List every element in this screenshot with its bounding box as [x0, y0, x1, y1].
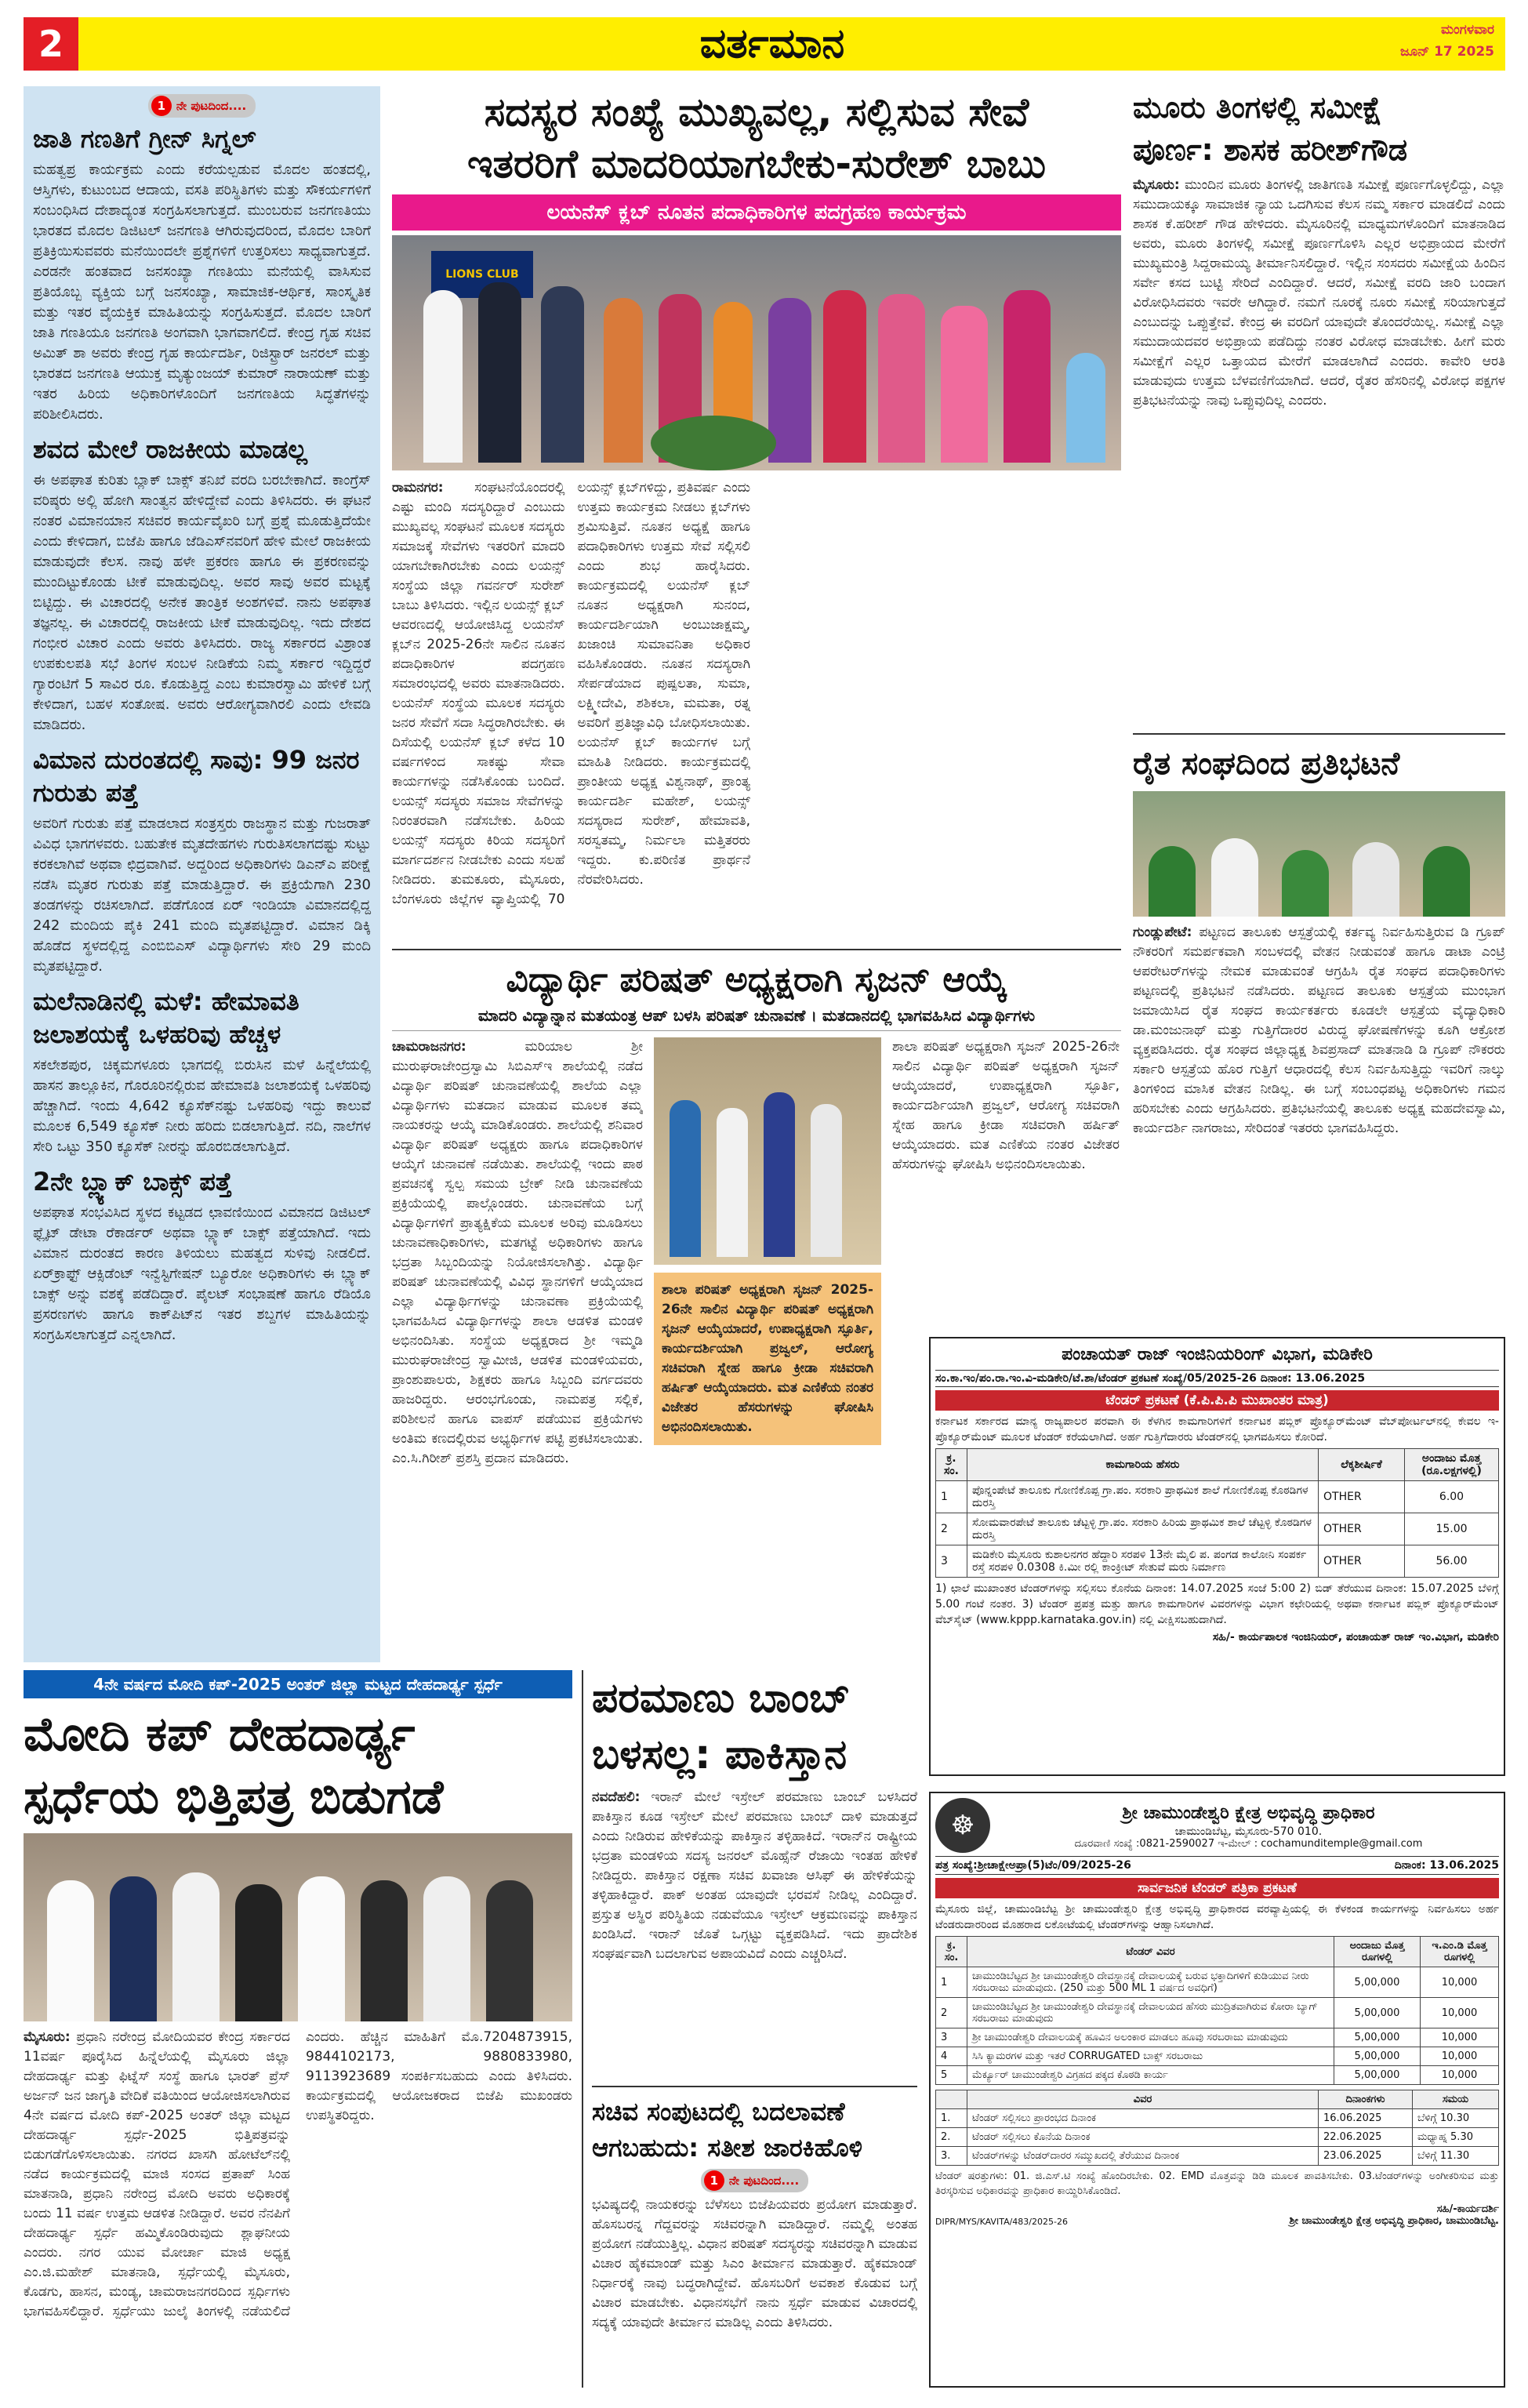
tender-notice-chamundeshwari — [929, 1792, 1505, 2388]
modi-headline-line2: ಸ್ಪರ್ಧೆಯ ಭಿತ್ತಿಪತ್ರ ಬಿಡುಗಡೆ — [24, 1770, 444, 1825]
tender2-intro: ಮೈಸೂರು ಜಿಲ್ಲೆ, ಚಾಮುಂಡಿಬೆಟ್ಟ ಶ್ರೀ ಚಾಮುಂಡೇಶ್ವರಿ ಕ್ಷೇತ್ರ ಅಭಿವೃದ್ಧಿ ಪ್ರಾಧಿಕಾರದ ವರವ್ಯಾಪ್ತಿಯಲ್ಲಿ ಈ ಕೆಳಕಂಡ ಕಾರ್ಯಗಳನ್ನು ನಿರ್ವಹಿಸಲು ಅರ್ಹ ಟೆಂಡರುದಾರರಿಂದ ಮೊಹರಾದ ಲಕೋಟೆಯಲ್ಲಿ ಟೆಂಡರ್‌ಗಳನ್ನು ಆಹ್ವಾನಿಸಲಾಗಿದೆ. — [935, 1903, 1499, 1931]
cabinet-story — [592, 2094, 917, 2388]
modi-cup-story — [24, 1670, 572, 2388]
lions-event-photo — [392, 235, 1121, 470]
cabinet-story-body: ಭವಿಷ್ಯದಲ್ಲಿ ನಾಯಕರನ್ನು ಬೆಳೆಸಲು ಬಿಜೆಪಿಯವರು ಪ್ರಯೋಗ ಮಾಡುತ್ತಾರೆ. ಹೊಸಬರನ್ನ ಗೆದ್ದವರನ್ನು ಸಚಿವರನ್ನಾಗಿ ಮಾಡಿದ್ದಾರೆ. ನಮ್ಮಲ್ಲಿ ಅಂತಹ ಪ್ರಯೋಗ ನಡೆಯುತ್ತಿಲ್ಲ. ವಿಧಾನ ಪರಿಷತ್ ಸದಸ್ಯರನ್ನು ಸಚಿವರನ್ನಾಗಿ ಮಾಡುವ ವಿಚಾರ ಹೈಕಮಾಂಡ್ ಮತ್ತು ಸಿಎಂ ತೀರ್ಮಾನ ಮಾಡುತ್ತಾರೆ. ಹೈಕಮಾಂಡ್ ನಿರ್ಧಾರಕ್ಕೆ ನಾವು ಬದ್ಧರಾಗಿದ್ದೇವೆ. ಹೊಸಬರಿಗೆ ಅವಕಾಶ ಕೊಡುವ ಬಗ್ಗೆ ವಿಚಾರ ಮಾಡಬೇಕು. ವಿಧಾನಸಭೆಗೆ ನಾನು ಸ್ಪರ್ಧೆ ಮಾಡುವ ವಿಚಾರದಲ್ಲಿ ಸದ್ಯಕ್ಕೆ ಯಾವುದೇ ತೀರ್ಮಾನ ಮಾಡಿಲ್ಲ ಎಂದು ತಿಳಿಸಿದರು. — [592, 2197, 917, 2330]
student-result-box: ಶಾಲಾ ಪರಿಷತ್ ಅಧ್ಯಕ್ಷರಾಗಿ ಸೃಜನ್ 2025-26ನೇ ಸಾಲಿನ ವಿದ್ಯಾರ್ಥಿ ಪರಿಷತ್ ಅಧ್ಯಕ್ಷರಾಗಿ ಸೃಜನ್ ಆಯ್ಕೆಯಾದರೆ, ಉಪಾಧ್ಯಕ್ಷರಾಗಿ ಸ್ಫೂರ್ತಿ, ಕಾರ್ಯದರ್ಶಿಯಾಗಿ ಪ್ರಜ್ವಲ್, ಆರೋಗ್ಯ ಸಚಿವರಾಗಿ ಸ್ನೇಹ ಹಾಗೂ ಕ್ರೀಡಾ ಸಚಿವರಾಗಿ ಹರ್ಷಿತ್ ಆಯ್ಕೆಯಾದರು. ಮತ ಎಣಿಕೆಯ ನಂತರ ವಿಜೇತರ ಹೆಸರುಗಳನ್ನು ಘೋಷಿಸಿ ಅಭಿನಂದಿಸಲಾಯಿತು. — [654, 1273, 881, 1445]
review-story — [1133, 86, 1505, 729]
left-news-column — [24, 86, 380, 1662]
tender2-row: 1 ಚಾಮುಂಡಿಬೆಟ್ಟದ ಶ್ರೀ ಚಾಮುಂಡೇಶ್ವರಿ ದೇವಸ್ಥಾನಕ್ಕೆ ದೇವಾಲಯಕ್ಕೆ ಬರುವ ಭಕ್ತಾದಿಗಳಿಗೆ ಕುಡಿಯುವ ನೀರು ಸರಬರಾಜು ಮಾಡುವುದು. (250 ಮತ್ತು 500 ML 1 ವರ್ಷದ ಅವಧಿಗೆ) 5,00,000 10,000 — [936, 1967, 1499, 1998]
tender2-table: ಕ್ರ. ಸಂ. ಟೆಂಡರ್ ವಿವರ ಅಂದಾಜು ಮೊತ್ತ ರೂಗಳಲ್ಲಿ ಇ.ಎಂ.ಡಿ ಮೊತ್ತ ರೂಗಳಲ್ಲಿ 1 ಚಾಮುಂಡಿಬೆಟ್ಟದ ಶ್ರೀ ಚಾಮುಂಡೇಶ್ವರಿ ದೇವಸ್ಥಾನಕ್ಕೆ ದೇವಾಲಯಕ್ಕೆ ಬರುವ ಭಕ್ತಾದಿಗಳಿಗೆ ಕುಡಿಯುವ ನೀರು ಸರಬರಾಜು ಮಾಡುವುದು. (250 ಮತ್ತು 500 ML 1 ವರ್ಷದ ಅವಧಿಗೆ) 5,00,000 10,000 2 ಚಾಮುಂಡಿಬೆಟ್ಟದ ಶ್ರೀ ಚಾಮುಂಡೇಶ್ವರಿ ದೇವಸ್ಥಾನಕ್ಕೆ ದೇವಾಲಯದ ಹೆಸರು ಮುದ್ರಿತವಾಗಿರುವ ಕೋರಾ ಬ್ಯಾಗ್ ಸರಬರಾಜು ಮಾಡುವುದು 5,00,000 10,000 3 ಶ್ರೀ ಚಾಮುಂಡೇಶ್ವರಿ ದೇವಾಲಯಕ್ಕೆ ಹೂವಿನ ಅಲಂಕಾರ ಮಾಡಲು ಹೂವು ಸರಬರಾಜು ಮಾಡುವುದು 5,00,000 10,000 4 ಸಿಸಿ ಕ್ಯಾಮರಗಳ ಮತ್ತು ಇತರೆ CORRUGATED ಬಾಕ್ಸ್ ಸರಬರಾಜು 5,00,000 10,000 5 ಮೆರ್ಕ್ಯೂರ್ ಚಾಮುಂಡೇಶ್ವರಿ ವಿಗ್ರಹದ ಪಕ್ಕದ ಕೊಠಡಿ ಕಾರ್ಯ 5,00,000 10,000 — [935, 1936, 1499, 2085]
tender2-ref: ಪತ್ರ ಸಂಖ್ಯೆ:ಶ್ರೀಚಾಕ್ಷೇಅಪ್ರಾ(5)ಟೆಂ/09/2025-26 — [935, 1859, 1131, 1872]
day-label: ಮಂಗಳವಾರ — [1440, 22, 1494, 38]
student-story-body-left: ಚಾಮರಾಜನಗರ: ಮರಿಯಾಲ ಶ್ರೀ ಮುರುಘರಾಜೇಂದ್ರಸ್ವಾಮಿ ಸಿಬಿಎಸ್ಇ ಶಾಲೆಯಲ್ಲಿ ನಡೆದ ವಿದ್ಯಾರ್ಥಿ ಪರಿಷತ್ ಚುನಾವಣೆಯಲ್ಲಿ ಶಾಲೆಯ ಎಲ್ಲಾ ವಿದ್ಯಾರ್ಥಿಗಳು ಮತದಾನ ಮಾಡುವ ಮೂಲಕ ತಮ್ಮ ನಾಯಕರನ್ನು ಆಯ್ಕೆ ಮಾಡಿಕೊಂಡರು. ಶಾಲೆಯಲ್ಲಿ ಶನಿವಾರ ವಿದ್ಯಾರ್ಥಿ ಪರಿಷತ್ ಅಧ್ಯಕ್ಷರು ಹಾಗೂ ಪದಾಧಿಕಾರಿಗಳ ಆಯ್ಕೆಗೆ ಚುನಾವಣೆ ನಡೆಯಿತು. ಶಾಲೆಯಲ್ಲಿ ಇಂದು ಪಾಠ ಪ್ರವಚನಕ್ಕೆ ಸ್ವಲ್ಪ ಸಮಯ ಬ್ರೇಕ್ ನೀಡಿ ಚುನಾವಣೆಯ ಪ್ರಕ್ರಿಯೆಯಲ್ಲಿ ಪಾಲ್ಗೊಂಡರು. ಚುನಾವಣೆಯ ಬಗ್ಗೆ ವಿದ್ಯಾರ್ಥಿಗಳಿಗೆ ಪ್ರಾತ್ಯಕ್ಷಿಕೆಯ ಮೂಲಕ ಅರಿವು ಮೂಡಿಸಲು ಚುನಾವಣಾಧಿಕಾರಿಗಳು, ಮತಗಟ್ಟೆ ಅಧಿಕಾರಿಗಳು ಹಾಗೂ ಭದ್ರತಾ ಸಿಬ್ಬಂದಿಯನ್ನು ನಿಯೋಜಿಸಲಾಗಿತ್ತು. ವಿದ್ಯಾರ್ಥಿ ಪರಿಷತ್ ಚುನಾವಣೆಯಲ್ಲಿ ವಿವಿಧ ಸ್ಥಾನಗಳಿಗೆ ಆಯ್ಕೆಯಾದ ಎಲ್ಲಾ ವಿದ್ಯಾರ್ಥಿಗಳನ್ನು ಚುನಾವಣಾ ಪ್ರಕ್ರಿಯೆಯಲ್ಲಿ ಭಾಗವಹಿಸಿದ ವಿದ್ಯಾರ್ಥಿಗಳನ್ನು ಶಾಲಾ ಆಡಳಿತ ಮಂಡಳಿ ಅಭಿನಂದಿಸಿತು. ಸಂಸ್ಥೆಯ ಅಧ್ಯಕ್ಷರಾದ ಶ್ರೀ ಇಮ್ಮಡಿ ಮುರುಘರಾಜೇಂದ್ರ ಸ್ವಾಮೀಜಿ, ಆಡಳಿತ ಮಂಡಳಿಯವರು, ಪ್ರಾಂಶುಪಾಲರು, ಶಿಕ್ಷಕರು ಹಾಗೂ ಸಿಬ್ಬಂದಿ ವರ್ಗದವರು ಹಾಜರಿದ್ದರು. ಆರಂಭಗೊಂಡು, ನಾಮಪತ್ರ ಸಲ್ಲಿಕೆ, ಪರಿಶೀಲನೆ ಹಾಗೂ ವಾಪಸ್ ಪಡೆಯುವ ಪ್ರಕ್ರಿಯೆಗಳು ಅಂತಿಮ ಕಣದಲ್ಲಿರುವ ಅಭ್ಯರ್ಥಿಗಳ ಪಟ್ಟಿ ಪ್ರಕಟಿಸಲಾಯಿತು. ಎಂ.ಸಿ.ಗಿರೀಶ್ ಪ್ರಶಸ್ತಿ ಪ್ರದಾನ ಮಾಡಿದರು. — [392, 1039, 643, 1466]
review-headline-line1: ಮೂರು ತಿಂಗಳಲ್ಲಿ ಸಮೀಕ್ಷೆ — [1133, 90, 1382, 125]
tender2-schedule: ವಿವರ ದಿನಾಂಕಗಳು ಸಮಯ 1. ಟೆಂಡರ್ ಸಲ್ಲಿಸಲು ಪ್ರಾರಂಭದ ದಿನಾಂಕ 16.06.2025 ಬೆಳಿಗ್ಗೆ 10.30 2. ಟೆಂಡರ್ ಸಲ್ಲಿಸಲು ಕೊನೆಯ ದಿನಾಂಕ 22.06.2025 ಮಧ್ಯಾಹ್ನ 5.30 3. ಟೆಂಡರ್‌ಗಳನ್ನು ಟೆಂಡರ್‌ದಾರರ ಸಮ್ಮುಖದಲ್ಲಿ ತೆರೆಯುವ ದಿನಾಂಕ 23.06.2025 ಬೆಳಿಗ್ಗೆ 11.30 — [935, 2090, 1499, 2166]
tender1-intro: ಕರ್ನಾಟಕ ಸರ್ಕಾರದ ಮಾನ್ಯ ರಾಜ್ಯಪಾಲರ ಪರವಾಗಿ ಈ ಕೆಳಗಿನ ಕಾಮಗಾರಿಗಳಿಗೆ ಕರ್ನಾಟಕ ಪಬ್ಲಿಕ್ ಪ್ರೊಕ್ಯೂರ್‌ಮೆಂಟ್ ವೆಬ್‌ಪೋರ್ಟಲ್‌ನಲ್ಲಿ ಕೇವಲ ಇ-ಪ್ರೊಕ್ಯೂರ್‌ಮೆಂಟ್ ಮೂಲಕ ಟೆಂಡರ್ ಕರೆಯಲಾಗಿದೆ. ಅರ್ಹ ಗುತ್ತಿಗೆದಾರರು ಟೆಂಡರ್‌ನಲ್ಲಿ ಭಾಗವಹಿಸಲು ಕೋರಿದೆ. — [935, 1415, 1499, 1444]
cabinet-headline-line1: ಸಚಿವ ಸಂಪುಟದಲ್ಲಿ ಬದಲಾವಣೆ — [592, 2097, 845, 2127]
review-story-body: ಮೈಸೂರು: ಮುಂದಿನ ಮೂರು ತಿಂಗಳಲ್ಲಿ ಜಾತಿಗಣತಿ ಸಮೀಕ್ಷೆ ಪೂರ್ಣಗೊಳ್ಳಲಿದ್ದು, ಎಲ್ಲಾ ಸಮುದಾಯಕ್ಕೂ ಸಾಮಾಜಿಕ ನ್ಯಾಯ ಒದಗಿಸುವ ಕೆಲಸ ನಮ್ಮ ಸರ್ಕಾರ ಮಾಡಲಿದೆ ಎಂದು ಶಾಸಕ ಕೆ.ಹರೀಶ್ ಗೌಡ ಹೇಳಿದರು. ಮೈಸೂರಿನಲ್ಲಿ ಮಾಧ್ಯಮಗಳೊಂದಿಗೆ ಮಾತನಾಡಿದ ಅವರು, ಮೂರು ತಿಂಗಳಲ್ಲಿ ಸಮೀಕ್ಷೆ ಪೂರ್ಣಗೊಳಿಸಿ ಎಲ್ಲರ ಅಭಿಪ್ರಾಯದ ಮೇರೆಗೆ ಮುಖ್ಯಮಂತ್ರಿ ಸಿದ್ದರಾಮಯ್ಯ ತೀರ್ಮಾನಿಸಲಿದ್ದಾರೆ. ಇಲ್ಲಿನ ಸಂಸದರು ಸಮೀಕ್ಷೆಯ ಹಿಂದಿನ ಸರ್ವೇ ಕಸದ ಬುಟ್ಟಿ ಸೇರಿದೆ ಎಂದಿದ್ದಾರೆ. ಆದರೆ, ಸಮೀಕ್ಷೆ ವರದಿ ಜಾರಿ ಬಂದಾಗ ವಿರೋಧಿಸಿದವರು ಇವರೇ ಆಗಿದ್ದಾರೆ. ನಮಗೆ ನೂರಕ್ಕೆ ನೂರು ಸಮೀಕ್ಷೆ ಸರಿಯಾಗುತ್ತದೆ ಎಂಬುದನ್ನು ಒಪ್ಪುತ್ತೇವೆ. ಕೇಂದ್ರ ಈ ವರದಿಗೆ ಯಾವುದೇ ತೊಂದರೆಯಿಲ್ಲ. ಸಮೀಕ್ಷೆ ಎಲ್ಲಾ ಸಮುದಾಯದವರ ಅಭಿಪ್ರಾಯ ಪಡೆದಿದ್ದು ನಂತರ ವಿರೋಧ ಮಾಡಬೇಕು. ಹೀಗೆ ಮರು ಸಮೀಕ್ಷೆಗೆ ಎಲ್ಲರ ಒತ್ತಾಯದ ಮೇರೆಗೆ ಮಾಡಲಾಗಿದೆ ಎಂದರು. ಕಾವೇರಿ ಆರತಿ ಮಾಡುವುದು ಉತ್ತಮ ಬೆಳವಣಿಗೆಯಾಗಿದೆ. ಆದರೆ, ರೈತರ ಹೆಸರಿನಲ್ಲಿ ವಿರೋಧ ಪಕ್ಷಗಳ ಪ್ರತಿಭಟನೆಯನ್ನು ನಾವು ಒಪ್ಪುವುದಿಲ್ಲ ಎಂದರು. — [1133, 177, 1505, 409]
lions-story-body: ರಾಮನಗರ: ಸಂಘಟನೆಯೊಂದರಲ್ಲಿ ಎಷ್ಟು ಮಂದಿ ಸದಸ್ಯರಿದ್ದಾರೆ ಎಂಬುದು ಮುಖ್ಯವಲ್ಲ ಸಂಘಟನೆ ಮೂಲಕ ಸದಸ್ಯರು ಸಮಾಜಕ್ಕೆ ಸೇವೆಗಳು ಇತರರಿಗೆ ಮಾದರಿ ಯಾಗಬೇಕಾಗಿರಬೇಕು ಎಂದು ಲಯನ್ಸ್ ಸಂಸ್ಥೆಯ ಜಿಲ್ಲಾ ಗವರ್ನರ್ ಸುರೇಶ್ ಬಾಬು ತಿಳಿಸಿದರು. ಇಲ್ಲಿನ ಲಯನ್ಸ್ ಕ್ಲಬ್ ಆವರಣದಲ್ಲಿ ಆಯೋಜಿಸಿದ್ದ ಲಯನೆಸ್ ಕ್ಲಬ್‌ನ 2025-26ನೇ ಸಾಲಿನ ನೂತನ ಪದಾಧಿಕಾರಿಗಳ ಪದಗ್ರಹಣ ಸಮಾರಂಭದಲ್ಲಿ ಅವರು ಮಾತನಾಡಿದರು. ಲಯನೆಸ್ ಸಂಸ್ಥೆಯ ಮೂಲಕ ಸದಸ್ಯರು ಜನರ ಸೇವೆಗೆ ಸದಾ ಸಿದ್ಧರಾಗಿರಬೇಕು. ಈ ದಿಸೆಯಲ್ಲಿ ಲಯನೆಸ್ ಕ್ಲಬ್ ಕಳೆದ 10 ವರ್ಷಗಳಿಂದ ಸಾಕಷ್ಟು ಸೇವಾ ಕಾರ್ಯಗಳನ್ನು ನಡೆಸಿಕೊಂಡು ಬಂದಿದೆ. ಲಯನ್ಸ್ ಸದಸ್ಯರು ಸಮಾಜ ಸೇವೆಗಳನ್ನು ನಿರಂತರವಾಗಿ ನಡೆಸಬೇಕು. ಹಿರಿಯ ಲಯನ್ಸ್ ಸದಸ್ಯರು ಕಿರಿಯ ಸದಸ್ಯರಿಗೆ ಮಾರ್ಗದರ್ಶನ ನೀಡಬೇಕು ಎಂದು ಸಲಹೆ ನೀಡಿದರು. ತುಮಕೂರು, ಮೈಸೂರು, ಬೆಂಗಳೂರು ಜಿಲ್ಲೆಗಳ ವ್ಯಾಪ್ತಿಯಲ್ಲಿ 70 ಲಯನ್ಸ್ ಕ್ಲಬ್‌ಗಳಿದ್ದು, ಪ್ರತಿವರ್ಷ ಎಂದು ಉತ್ತಮ ಕಾರ್ಯಕ್ರಮ ನೀಡಲು ಕ್ಲಬ್‌ಗಳು ಶ್ರಮಿಸುತ್ತಿವೆ. ನೂತನ ಅಧ್ಯಕ್ಷೆ ಹಾಗೂ ಪದಾಧಿಕಾರಿಗಳು ಉತ್ತಮ ಸೇವೆ ಸಲ್ಲಿಸಲಿ ಎಂದು ಶುಭ ಹಾರೈಸಿದರು. ಕಾರ್ಯಕ್ರಮದಲ್ಲಿ ಲಯನೆಸ್ ಕ್ಲಬ್ ನೂತನ ಅಧ್ಯಕ್ಷರಾಗಿ ಸುನಂದ, ಕಾರ್ಯದರ್ಶಿಯಾಗಿ ಅಂಬುಜಾಕ್ಷಮ್ಮ, ಖಜಾಂಚಿ ಸುಮಾವನಿತಾ ಅಧಿಕಾರ ವಹಿಸಿಕೊಂಡರು. ನೂತನ ಸದಸ್ಯರಾಗಿ ಸೇರ್ಪಡೆಯಾದ ಪುಷ್ಪಲತಾ, ಸುಮಾ, ಲಕ್ಷ್ಮೀದೇವಿ, ಶಶಿಕಲಾ, ಮಮತಾ, ರತ್ನ ಅವರಿಗೆ ಪ್ರತಿಜ್ಞಾವಿಧಿ ಬೋಧಿಸಲಾಯಿತು. ಲಯನೆಸ್ ಕ್ಲಬ್ ಕಾರ್ಯಗಳ ಬಗ್ಗೆ ಮಾಹಿತಿ ನೀಡಿದರು. ಕಾರ್ಯಕ್ರಮದಲ್ಲಿ ಪ್ರಾಂತೀಯ ಅಧ್ಯಕ್ಷ ವಿಶ್ವನಾಥ್, ಪ್ರಾಂತ್ಯ ಕಾರ್ಯದರ್ಶಿ ಮಹೇಶ್, ಲಯನ್ಸ್ ಸದಸ್ಯರಾದ ಸುರೇಶ್, ಹೇಮಾವತಿ, ಸರಸ್ವತಮ್ಮ, ನಿರ್ಮಲಾ ಮತ್ತಿತರರು ಇದ್ದರು. ಕು.ಪರಿಣಿತ ಪ್ರಾರ್ಥನೆ ನೆರವೇರಿಸಿದರು. — [392, 480, 750, 907]
modi-story-body: ಮೈಸೂರು: ಪ್ರಧಾನಿ ನರೇಂದ್ರ ಮೋದಿಯವರ ಕೇಂದ್ರ ಸರ್ಕಾರದ 11ವರ್ಷ ಪೂರೈಸಿದ ಹಿನ್ನೆಲೆಯಲ್ಲಿ ಮೈಸೂರು ಜಿಲ್ಲಾ ದೇಹದಾರ್ಢ್ಯ ಮತ್ತು ಫಿಟ್ನೆಸ್ ಸಂಸ್ಥೆ ಹಾಗೂ ಭಾರತ್ ಪ್ರೆಸ್ ಅರ್ಜನ್ ಜನ ಜಾಗೃತಿ ವೇದಿಕೆ ವತಿಯಿಂದ ಆಯೋಜಿಸಲಾಗಿರುವ 4ನೇ ವರ್ಷದ ಮೋದಿ ಕಪ್-2025 ಅಂತರ್ ಜಿಲ್ಲಾ ಮಟ್ಟದ ದೇಹದಾರ್ಢ್ಯ ಸ್ಪರ್ಧೆ-2025 ಭಿತ್ತಿಪತ್ರವನ್ನು ಬಿಡುಗಡೆಗೊಳಿಸಲಾಯಿತು. ನಗರದ ಖಾಸಗಿ ಹೋಟೆಲ್‌ನಲ್ಲಿ ನಡೆದ ಕಾರ್ಯಕ್ರಮದಲ್ಲಿ ಮಾಜಿ ಸಂಸದ ಪ್ರತಾಪ್ ಸಿಂಹ ಮಾತನಾಡಿ, ಪ್ರಧಾನಿ ನರೇಂದ್ರ ಮೋದಿ ಅವರು ಅಧಿಕಾರಕ್ಕೆ ಬಂದು 11 ವರ್ಷ ಉತ್ತಮ ಆಡಳಿತ ನೀಡಿದ್ದಾರೆ. ಅವರ ನೆನಪಿಗೆ ದೇಹದಾರ್ಢ್ಯ ಸ್ಪರ್ಧೆ ಹಮ್ಮಿಕೊಂಡಿರುವುದು ಶ್ಲಾಘನೀಯ ಎಂದರು. ನಗರ ಯುವ ಮೋರ್ಚಾ ಮಾಜಿ ಅಧ್ಯಕ್ಷ ಎಂ.ಜಿ.ಮಹೇಶ್ ಮಾತನಾಡಿ, ಸ್ಪರ್ಧೆಯಲ್ಲಿ ಮೈಸೂರು, ಕೊಡಗು, ಹಾಸನ, ಮಂಡ್ಯ, ಚಾಮರಾಜನಗರದಿಂದ ಸ್ಪರ್ಧಿಗಳು ಭಾಗವಹಿಸಲಿದ್ದಾರೆ. ಸ್ಪರ್ಧೆಯು ಜುಲೈ ತಿಂಗಳಲ್ಲಿ ನಡೆಯಲಿದೆ ಎಂದರು. ಹೆಚ್ಚಿನ ಮಾಹಿತಿಗೆ ಮೊ.7204873915, 9844102173, 9880833980, 9113923689 ಸಂಪರ್ಕಿಸಬಹುದು ಎಂದು ತಿಳಿಸಿದರು. ಕಾರ್ಯಕ್ರಮದಲ್ಲಿ ಆಯೋಜಕರಾದ ಬಿಜೆಪಿ ಮುಖಂಡರು ಉಪಸ್ಥಿತರಿದ್ದರು. — [24, 2029, 572, 2319]
tender2-code: DIPR/MYS/KAVITA/483/2025-26 — [935, 2217, 1068, 2227]
farmers-story-body: ಗುಂಡ್ಲುಪೇಟೆ: ಪಟ್ಟಣದ ತಾಲೂಕು ಆಸ್ಪತ್ರೆಯಲ್ಲಿ ಕರ್ತವ್ಯ ನಿರ್ವಹಿಸುತ್ತಿರುವ ಡಿ ಗ್ರೂಪ್ ನೌಕರರಿಗೆ ಸಮರ್ಪಕವಾಗಿ ಸಂಬಳದಲ್ಲಿ ವೇತನ ನೀಡುವಂತೆ ಹಾಗೂ ಡಾಟಾ ಎಂಟ್ರಿ ಆಪರೇಟರ್‌ಗಳನ್ನು ನೇಮಕ ಮಾಡುವಂತೆ ಆಗ್ರಹಿಸಿ ರೈತ ಸಂಘದ ಪದಾಧಿಕಾರಿಗಳು ಪಟ್ಟಣದಲ್ಲಿ ಪ್ರತಿಭಟನೆ ನಡೆಸಿದರು. ಪಟ್ಟಣದ ತಾಲೂಕು ಆಸ್ಪತ್ರೆಯ ಮುಂಭಾಗ ಜಮಾಯಿಸಿದ ರೈತ ಸಂಘದ ಕಾರ್ಯಕರ್ತರು ಕೂಡಲೇ ಆಸ್ಪತ್ರೆಯ ವೈದ್ಯಾಧಿಕಾರಿ ಡಾ.ಮಂಜುನಾಥ್ ಮತ್ತು ಗುತ್ತಿಗೆದಾರರ ವಿರುದ್ಧ ಘೋಷಣೆಗಳನ್ನು ಕೂಗಿ ಆಕ್ರೋಶ ವ್ಯಕ್ತಪಡಿಸಿದರು. ರೈತ ಸಂಘದ ಜಿಲ್ಲಾಧ್ಯಕ್ಷ ಶಿವಪ್ರಸಾದ್ ಮಾತನಾಡಿ ಡಿ ಗ್ರೂಪ್ ನೌಕರರು ಸರ್ಕಾರಿ ಆಸ್ಪತ್ರೆಯ ಹೊರ ಗುತ್ತಿಗೆ ಆಧಾರದಲ್ಲಿ ಕೆಲಸ ನಿರ್ವಹಿಸುತ್ತಿದ್ದು ಇವರಿಗೆ ನಾಲ್ಕು ತಿಂಗಳಿಂದ ಮಾಸಿಕ ವೇತನ ನೀಡಿಲ್ಲ. ಈ ಬಗ್ಗೆ ಸಂಬಂಧಪಟ್ಟ ಅಧಿಕಾರಿಗಳು ಗಮನ ಹರಿಸಬೇಕು ಎಂದು ಆಗ್ರಹಿಸಿದರು. ಪ್ರತಿಭಟನೆಯಲ್ಲಿ ತಾಲೂಕು ಅಧ್ಯಕ್ಷ ಮಹದೇವಸ್ವಾಮಿ, ಕಾರ್ಯದರ್ಶಿ ನಾಗರಾಜು, ಸೇರಿದಂತೆ ಇತರರು ಭಾಗವಹಿಸಿದ್ದರು. — [1133, 924, 1505, 1136]
headline-rain: ಮಲೆನಾಡಿನಲ್ಲಿ ಮಳೆ: ಹೇಮಾವತಿ ಜಲಾಶಯಕ್ಕೆ ಒಳಹರಿವು ಹೆಚ್ಚಳ — [33, 986, 299, 1049]
pak-story-body: ನವದೆಹಲಿ: ಇರಾನ್ ಮೇಲೆ ಇಸ್ರೇಲ್ ಪರಮಾಣು ಬಾಂಬ್ ಬಳಸಿದರೆ ಪಾಕಿಸ್ತಾನ ಕೂಡ ಇಸ್ರೇಲ್ ಮೇಲೆ ಪರಮಾಣು ಬಾಂಬ್ ದಾಳಿ ಮಾಡುತ್ತದೆ ಎಂದು ನೀಡಿರುವ ಹೇಳಿಕೆಯನ್ನು ಪಾಕಿಸ್ತಾನ ತಳ್ಳಿಹಾಕಿದೆ. ಇರಾನ್‌ನ ರಾಷ್ಟ್ರೀಯ ಭದ್ರತಾ ಮಂಡಳಿಯ ಸದಸ್ಯ ಜನರಲ್ ಮೊಹ್ಸೆನ್ ರೆಜಾಯಿ ಇಂತಹ ಹೇಳಿಕೆ ನೀಡಿದ್ದರು. ಪಾಕಿಸ್ತಾನ ರಕ್ಷಣಾ ಸಚಿವ ಖವಾಜಾ ಆಸಿಫ್ ಈ ಹೇಳಿಕೆಯನ್ನು ತಳ್ಳಿಹಾಕಿದ್ದಾರೆ. ಪಾಕ್ ಅಂತಹ ಯಾವುದೇ ಭರವಸೆ ನೀಡಿಲ್ಲ ಎಂದಿದ್ದಾರೆ. ಪ್ರಸ್ತುತ ಅಸ್ಥಿರ ಪರಿಸ್ಥಿತಿಯ ನಡುವೆಯೂ ಇಸ್ರೇಲ್ ಆಕ್ರಮಣವನ್ನು ಪಾಕಿಸ್ತಾನ ಖಂಡಿಸಿದೆ. ಇರಾನ್ ಜೊತೆ ಒಗ್ಗಟ್ಟು ವ್ಯಕ್ತಪಡಿಸಿದೆ. ಇದು ಪ್ರಾದೇಶಿಕ ಸಂಘರ್ಷವಾಗಿ ಬದಲಾಗುವ ಅಪಾಯವಿದೆ ಎಂದು ಎಚ್ಚರಿಸಿದೆ. — [592, 1789, 917, 1962]
tender2-row: 2 ಚಾಮುಂಡಿಬೆಟ್ಟದ ಶ್ರೀ ಚಾಮುಂಡೇಶ್ವರಿ ದೇವಸ್ಥಾನಕ್ಕೆ ದೇವಾಲಯದ ಹೆಸರು ಮುದ್ರಿತವಾಗಿರುವ ಕೋರಾ ಬ್ಯಾಗ್ ಸರಬರಾಜು ಮಾಡುವುದು 5,00,000 10,000 — [936, 1998, 1499, 2028]
review-headline-line2: ಪೂರ್ಣ: ಶಾಸಕ ಹರೀಶ್‌ಗೌಡ — [1133, 133, 1408, 167]
headline-politics: ಶವದ ಮೇಲೆ ರಾಜಕೀಯ ಮಾಡಲ್ಲ — [33, 434, 307, 464]
tender1-table: ಕ್ರ. ಸಂ. ಕಾಮಗಾರಿಯ ಹೆಸರು ಲೆಕ್ಕಶೀರ್ಷಿಕೆ ಅಂದಾಜು ಮೊತ್ತ (ರೂ.ಲಕ್ಷಗಳಲ್ಲಿ) 1 ಪೊನ್ನಂಪೇಟೆ ತಾಲೂಕು ಗೋಣಿಕೊಪ್ಪ ಗ್ರಾ.ಪಂ. ಸರಕಾರಿ ಪ್ರಾಥಮಿಕ ಶಾಲೆ ಗೋಣಿಕೊಪ್ಪ ಕೊಠಡಿಗಳ ದುರಸ್ತಿ OTHER 6.00 2 ಸೋಮವಾರಪೇಟೆ ತಾಲೂಕು ಚೆಟ್ಟಳ್ಳಿ ಗ್ರಾ.ಪಂ. ಸರಕಾರಿ ಹಿರಿಯ ಪ್ರಾಥಮಿಕ ಶಾಲೆ ಚೆಟ್ಟಳ್ಳಿ ಕೊಠಡಿಗಳ ದುರಸ್ತಿ OTHER 15.00 3 ಮಡಿಕೇರಿ ಮೈಸೂರು ಕುಶಾಲನಗರ ಹೆದ್ದಾರಿ ಸರಪಳಿ 13ನೇ ಮೈಲಿ ಪ. ಪಂಗಡ ಕಾಲೋನಿ ಸಂಪರ್ಕ ರಸ್ತೆ ಸರಪಳಿ 0.0308 ಕಿ.ಮೀ ರಲ್ಲಿ ಕಾಂಕ್ರೀಟ್ ಸೇತುವೆ ಮರು ನಿರ್ಮಾಣ OTHER 56.00 — [935, 1448, 1499, 1578]
story-rain: ಸಕಲೇಶಪುರ, ಚಿಕ್ಕಮಗಳೂರು ಭಾಗದಲ್ಲಿ ಬಿರುಸಿನ ಮಳೆ ಹಿನ್ನೆಲೆಯಲ್ಲಿ ಹಾಸನ ತಾಲ್ಲೂಕಿನ, ಗೊರೂರಿನಲ್ಲಿರುವ ಹೇಮಾವತಿ ಜಲಾಶಯಕ್ಕೆ ಒಳಹರಿವು ಹೆಚ್ಚಾಗಿದೆ. ಇಂದು 4,642 ಕ್ಯೂಸೆಕ್‌ನಷ್ಟು ಒಳಹರಿವು ಇದ್ದು ಕಾಲುವೆ ಮೂಲಕ 6,549 ಕ್ಯೂಸೆಕ್ ನೀರು ಹರಿದು ಬಿಡಲಾಗುತ್ತಿದೆ. ನದಿ, ನಾಲೆಗಳ ಸೇರಿ ಒಟ್ಟು 350 ಕ್ಯೂಸೆಕ್ ನೀರನ್ನು ಹೊರಬಿಡಲಾಗುತ್ತಿದೆ. — [33, 1057, 371, 1155]
tender1-band: ಟೆಂಡರ್ ಪ್ರಕಟಣೆ (ಕೆ.ಪಿ.ಪಿ.ಪಿ ಮುಖಾಂತರ ಮಾತ್ರ) — [935, 1390, 1499, 1411]
farmers-protest-photo — [1133, 791, 1505, 917]
tender2-row: 5 ಮೆರ್ಕ್ಯೂರ್ ಚಾಮುಂಡೇಶ್ವರಿ ವಿಗ್ರಹದ ಪಕ್ಕದ ಕೊಠಡಿ ಕಾರ್ಯ 5,00,000 10,000 — [936, 2066, 1499, 2085]
tender2-band: ಸಾರ್ವಜನಿಕ ಟೆಂಡರ್ ಪತ್ರಿಕಾ ಪ್ರಕಟಣೆ — [935, 1878, 1499, 1898]
modi-poster-release-photo — [24, 1833, 572, 2021]
tender2-signature: ಶ್ರೀ ಚಾಮುಂಡೇಶ್ವರಿ ಕ್ಷೇತ್ರ ಅಭಿವೃದ್ಧಿ ಪ್ರಾಧಿಕಾರ, ಚಾಮುಂಡಿಬೆಟ್ಟ. — [1289, 2215, 1499, 2227]
pak-headline-line1: ಪರಮಾಣು ಬಾಂಬ್ — [592, 1675, 851, 1722]
date-label: ಜೂನ್ 17 2025 — [1399, 44, 1494, 60]
tender1-signature: ಸಹಿ/- ಕಾರ್ಯಪಾಲಕ ಇಂಜಿನಿಯರ್, ಪಂಚಾಯತ್ ರಾಜ್ ಇಂ.ವಿಭಾಗ, ಮಡಿಕೇರಿ — [1212, 1631, 1499, 1643]
farmers-headline: ರೈತ ಸಂಘದಿಂದ ಪ್ರತಿಭಟನೆ — [1133, 746, 1400, 782]
continued-tag: 1 ನೇ ಪುಟದಿಂದ.... — [148, 94, 256, 118]
page-number: 2 — [24, 17, 78, 71]
lions-story — [392, 86, 1121, 941]
headline-caste-census: ಜಾತಿ ಗಣತಿಗೆ ಗ್ರೀನ್ ಸಿಗ್ನಲ್ — [33, 124, 256, 154]
modi-kicker: 4ನೇ ವರ್ಷದ ಮೋದಿ ಕಪ್-2025 ಅಂತರ್ ಜಿಲ್ಲಾ ಮಟ್ಟದ ದೇಹದಾರ್ಢ್ಯ ಸ್ಪರ್ಧೆ — [24, 1670, 572, 1698]
lions-banner-graphic: LIONS CLUB — [431, 251, 533, 298]
pakistan-story — [592, 1670, 917, 2078]
page-header — [24, 17, 1505, 71]
student-subhead: ಮಾದರಿ ವಿದ್ಯಾನ್ನಾನ ಮತಯಂತ್ರ ಆಪ್ ಬಳಸಿ ಪರಿಷತ್ ಚುನಾವಣೆ । ಮತದಾನದಲ್ಲಿ ಭಾಗವಹಿಸಿದ ವಿದ್ಯಾರ್ಥಿಗಳು — [392, 1004, 1121, 1031]
tender1-footer: 1) ಛಾಲೆ ಮುಖಾಂತರ ಟೆಂಡರ್‌ಗಳನ್ನು ಸಲ್ಲಿಸಲು ಕೊನೆಯ ದಿನಾಂಕ: 14.07.2025 ಸಂಜೆ 5:00 2) ಬಿಡ್ ತೆರೆಯುವ ದಿನಾಂಕ: 15.07.2025 ಬೆಳಿಗ್ಗೆ 5.00 ಗಂಟೆ ನಂತರ. 3) ಟೆಂಡರ್ ಪ್ರಪತ್ರ ಮತ್ತು ಹಾಗೂ ಕಾಮಗಾರಿಗಳ ವಿವರಗಳನ್ನು ವಿಭಾಗ ಕಛೇರಿಯಲ್ಲಿ ಅಥವಾ ಕರ್ನಾಟಕ ಪಬ್ಲಿಕ್ ಪ್ರೊಕ್ಯೂರ್‌ಮೆಂಟ್ ವೆಬ್‌ಸೈಟ್ (www.kppp.karnataka.gov.in) ನಲ್ಲಿ ವೀಕ್ಷಿಸಬಹುದಾಗಿದೆ. — [935, 1582, 1499, 1626]
tender2-row: 3 ಶ್ರೀ ಚಾಮುಂಡೇಶ್ವರಿ ದೇವಾಲಯಕ್ಕೆ ಹೂವಿನ ಅಲಂಕಾರ ಮಾಡಲು ಹೂವು ಸರಬರಾಜು ಮಾಡುವುದು 5,00,000 10,000 — [936, 2028, 1499, 2047]
cabinet-headline-line2: ಆಗಬಹುದು: ಸತೀಶ ಜಾರಕಿಹೊಳಿ — [592, 2133, 863, 2163]
tender2-terms: ಟೆಂಡರ್ ಷರತ್ತುಗಳು: 01. ಜಿ.ಎಸ್.ಟಿ ಸಂಖ್ಯೆ ಹೊಂದಿರಬೇಕು. 02. EMD ಮೊತ್ತವನ್ನು ಡಿಡಿ ಮೂಲಕ ಪಾವತಿಸಬೇಕು. 03.ಟೆಂಡರ್‌ಗಳನ್ನು ಅಂಗೀಕರಿಸುವ ಮತ್ತು ತಿರಸ್ಕರಿಸುವ ಅಧಿಕಾರವನ್ನು ಪ್ರಾಧಿಕಾರ ಕಾಯ್ದಿರಿಸಿಕೊಂಡಿದೆ. — [935, 2170, 1499, 2197]
headline-plane-crash: ವಿಮಾನ ದುರಂತದಲ್ಲಿ ಸಾವು: 99 ಜನರ ಗುರುತು ಪತ್ತೆ — [33, 745, 360, 808]
story-plane-crash: ಅವರಿಗೆ ಗುರುತು ಪತ್ತೆ ಮಾಡಲಾದ ಸಂತ್ರಸ್ತರು ರಾಜಸ್ಥಾನ ಮತ್ತು ಗುಜರಾತ್ ವಿವಿಧ ಭಾಗಗಳವರು. ಬಹುತೇಕ ಮೃತದೇಹಗಳು ಗುರುತಿಸಲಾಗದಷ್ಟು ಸುಟ್ಟು ಕರಕಲಾಗಿವೆ ಅಥವಾ ಛಿದ್ರವಾಗಿವೆ. ಅದ್ದರಿಂದ ಅಧಿಕಾರಿಗಳು ಡಿಎನ್‌ಎ ಪರೀಕ್ಷೆ ನಡೆಸಿ ಮೃತರ ಗುರುತು ಪತ್ತೆ ಮಾಡುತ್ತಿದ್ದಾರೆ. ಈ ಪ್ರಕ್ರಿಯೆಗಾಗಿ 230 ತಂಡಗಳನ್ನು ರಚಿಸಲಾಗಿದೆ. ಪಡೆಗೊಂಡ ಏರ್ ಇಂಡಿಯಾ ವಿಮಾನದಲ್ಲಿದ್ದ 242 ಮಂದಿಯ ಪೈಕಿ 241 ಮಂದಿ ಮೃತಪಟ್ಟಿದ್ದಾರೆ. ವಿಮಾನ ಡಿಕ್ಕಿ ಹೊಡೆದ ಸ್ಥಳದಲ್ಲಿದ್ದ ಎಂಬಿಬಿಎಸ್ ವಿದ್ಯಾರ್ಥಿಗಳು ಸೇರಿ 29 ಮಂದಿ ಮೃತಪಟ್ಟಿದ್ದಾರೆ. — [33, 815, 371, 975]
farmers-story — [1133, 741, 1505, 1337]
cabinet-continued-tag: 1 ನೇ ಪುಟದಿಂದ.... — [701, 2169, 808, 2192]
modi-headline-line1: ಮೋದಿ ಕಪ್ ದೇಹದಾರ್ಢ್ಯ — [24, 1707, 416, 1762]
tender1-title: ಪಂಚಾಯತ್ ರಾಜ್ ಇಂಜಿನಿಯರಿಂಗ್ ವಿಭಾಗ, ಮಡಿಕೇರಿ — [1062, 1345, 1373, 1364]
tender1-ref: ಸಂ.ಕಾ.ಇಂ/ಪಂ.ರಾ.ಇಂ.ವಿ-ಮಡಿಕೇರಿ/ಟೆ.ಶಾ/ಟೆಂಡರ್ ಪ್ರಕಟಣೆ ಸಂಖ್ಯೆ/05/2025-26 ದಿನಾಂಕ: 13.06.2025 — [935, 1370, 1499, 1387]
story-politics: ಈ ಅಪಘಾತ ಕುರಿತು ಬ್ಲಾಕ್ ಬಾಕ್ಸ್ ತನಿಖೆ ವರದಿ ಬರಬೇಕಾಗಿದೆ. ಕಾಂಗ್ರೆಸ್ ವರಿಷ್ಠರು ಅಲ್ಲಿ ಹೋಗಿ ಸಾಂತ್ವನ ಹೇಳಿದ್ದೇವೆ ಎಂದು ತಿಳಿಸಿದರು. ಈ ಘಟನೆ ನಂತರ ವಿಮಾನಯಾನ ಸಚಿವರ ಕಾರ್ಯವೈಖರಿ ಬಗ್ಗೆ ಪ್ರಶ್ನೆ ಮೂಡುತ್ತಿದೆಯೇ ಎಂದು ಕೇಳಿದಾಗ, ಬಿಜೆಪಿ ಹಾಗೂ ಜೆಡಿಎಸ್‌ನವರಿಗೆ ಹೇಳಿ ಮೇಲೆ ರಾಜಕೀಯ ಮಾಡುವುದೇ ಕೆಲಸ. ನಾವು ಹಳೇ ಪ್ರಕರಣ ಹಾಗೂ ಈ ಪ್ರಕರಣವನ್ನು ಮುಂದಿಟ್ಟುಕೊಂಡು ಟೀಕೆ ಮಾಡುವುದಿಲ್ಲ. ಅವರ ಸಾವು ಅವರ ಮಟ್ಟಕ್ಕೆ ಬಿಟ್ಟಿದ್ದು. ಈ ವಿಚಾರದಲ್ಲಿ ಅನೇಕ ತಾಂತ್ರಿಕ ಅಂಶಗಳಿವೆ. ನಾನು ಅಪಘಾತ ತಜ್ಞನಲ್ಲ. ಈ ವಿಚಾರದಲ್ಲಿ ರಾಜಕೀಯ ಟೀಕೆ ಮಾಡುವುದಿಲ್ಲ. ಇದು ದೇಶದ ಗಂಭೀರ ವಿಚಾರ ಎಂದು ಅವರು ತಿಳಿಸಿದರು. ರಾಜ್ಯ ಸರ್ಕಾರದ ವಿಶ್ರಾಂತ ಉಪಕುಲಪತಿ ಸಭೆ ತಿಂಗಳ ಸಂಬಳ ನೀಡಿಕೆಯ ನಿಮ್ಮ ಸರ್ಕಾರ ಇದ್ದಿದ್ದರೆ ಗ್ಯಾರಂಟಿಗೆ 5 ಸಾವಿರ ರೂ. ಕೊಡುತ್ತಿದ್ದ ಎಂಬ ಕುಮಾರಸ್ವಾಮಿ ಹೇಳಿಕೆ ಬಗ್ಗೆ ಕೇಳಿದಾಗ, ಬಹಳ ಸಂತೋಷ. ಅವರು ಆರೋಗ್ಯವಾಗಿರಲಿ ಎಂದು ಲೇವಡಿ ಮಾಡಿದರು. — [33, 472, 371, 733]
tender2-address: ಚಾಮುಂಡಿಬೆಟ್ಟ, ಮೈಸೂರು-570 010. — [1174, 1825, 1323, 1838]
story-black-box: ಅಪಘಾತ ಸಂಭವಿಸಿದ ಸ್ಥಳದ ಕಟ್ಟಡದ ಛಾವಣಿಯಿಂದ ವಿಮಾನದ ಡಿಜಿಟಲ್ ಫ್ಲೈಟ್ ಡೇಟಾ ರೆಕಾರ್ಡರ್ ಅಥವಾ ಬ್ಲ್ಯಾಕ್ ಬಾಕ್ಸ್ ಪತ್ತೆಯಾಗಿದೆ. ಇದು ವಿಮಾನ ದುರಂತದ ಕಾರಣ ತಿಳಿಯಲು ಮಹತ್ವದ ಸುಳಿವು ನೀಡಲಿದೆ. ಏರ್‌ಕ್ರಾಫ್ಟ್ ಆಕ್ಸಿಡೆಂಟ್ ಇನ್ವೆಸ್ಟಿಗೇಷನ್ ಬ್ಯೂರೋ ಅಧಿಕಾರಿಗಳು ಈ ಬ್ಲ್ಯಾಕ್ ಬಾಕ್ಸ್ ಅನ್ನು ವಶಕ್ಕೆ ಪಡೆದಿದ್ದಾರೆ. ಪೈಲಟ್ ಸಂಭಾಷಣೆ ಹಾಗೂ ರೆಡಿಯೊ ಪ್ರಸರಣಗಳು ಹಾಗೂ ಕಾಕ್‌ಪಿಟ್‌ನ ಇತರ ಶಬ್ದಗಳ ಮಾಹಿತಿಯನ್ನು ಸಂಗ್ರಹಿಸಲಾಗುತ್ತದೆ ಎನ್ನಲಾಗಿದೆ. — [33, 1204, 371, 1343]
tender2-title: ಶ್ರೀ ಚಾಮುಂಡೇಶ್ವರಿ ಕ್ಷೇತ್ರ ಅಭಿವೃದ್ಧಿ ಪ್ರಾಧಿಕಾರ — [1122, 1803, 1375, 1823]
lions-headline-line2: ಇತರರಿಗೆ ಮಾದರಿಯಾಗಬೇಕು-ಸುರೇಶ್ ಬಾಬು — [466, 141, 1047, 187]
tender2-date: ದಿನಾಂಕ: 13.06.2025 — [1394, 1859, 1499, 1872]
student-story-body-right: ಶಾಲಾ ಪರಿಷತ್ ಅಧ್ಯಕ್ಷರಾಗಿ ಸೃಜನ್ 2025-26ನೇ ಸಾಲಿನ ವಿದ್ಯಾರ್ಥಿ ಪರಿಷತ್ ಅಧ್ಯಕ್ಷರಾಗಿ ಸೃಜನ್ ಆಯ್ಕೆಯಾದರೆ, ಉಪಾಧ್ಯಕ್ಷರಾಗಿ ಸ್ಫೂರ್ತಿ, ಕಾರ್ಯದರ್ಶಿಯಾಗಿ ಪ್ರಜ್ವಲ್, ಆರೋಗ್ಯ ಸಚಿವರಾಗಿ ಸ್ನೇಹ ಹಾಗೂ ಕ್ರೀಡಾ ಸಚಿವರಾಗಿ ಹರ್ಷಿತ್ ಆಯ್ಕೆಯಾದರು. ಮತ ಎಣಿಕೆಯ ನಂತರ ವಿಜೇತರ ಹೆಸರುಗಳನ್ನು ಘೋಷಿಸಿ ಅಭಿನಂದಿಸಲಾಯಿತು. — [892, 1039, 1120, 1172]
pak-headline-line2: ಬಳಸಲ್ಲ: ಪಾಕಿಸ್ತಾನ — [592, 1731, 847, 1778]
student-headline: ವಿದ್ಯಾರ್ಥಿ ಪರಿಷತ್ ಅಧ್ಯಕ್ಷರಾಗಿ ಸೃಜನ್ ಆಯ್ಕೆ — [506, 960, 1007, 1000]
student-voting-photo — [654, 1037, 881, 1265]
tender2-sign-title: ಸಹಿ/-ಕಾರ್ಯದರ್ಶಿ — [1436, 2203, 1499, 2215]
masthead: ವರ್ತಮಾನ — [699, 20, 845, 67]
tender-notice-pr-engineering — [929, 1337, 1505, 1776]
headline-black-box: 2ನೇ ಬ್ಲ್ಯಾಕ್ ಬಾಕ್ಸ್ ಪತ್ತೆ — [33, 1167, 232, 1197]
story-caste-census: ಮಹತ್ವಪ್ರ ಕಾರ್ಯಕ್ರಮ ಎಂದು ಕರೆಯಲ್ಪಡುವ ಮೊದಲ ಹಂತದಲ್ಲಿ, ಆಸ್ತಿಗಳು, ಕುಟುಂಬದ ಆದಾಯ, ವಸತಿ ಪರಿಸ್ಥಿತಿಗಳು ಮತ್ತು ಸೌಕರ್ಯಗಳಿಗೆ ಸಂಬಂಧಿಸಿದ ದೇಶಾದ್ಯಂತ ಸಂಗ್ರಹಿಸಲಾಗುತ್ತದೆ. ಮುಂಬರುವ ಜನಗಣತಿಯು ಭಾರತದ ಮೊದಲ ಡಿಜಿಟಲ್ ಜನಗಣತಿ ಆಗಿರುವುದರಿಂದ, ಮೊದಲ ಬಾರಿಗೆ ಪ್ರತಿಕ್ರಿಯಿಸುವವರು ಮನೆಯಿಂದಲೇ ಪ್ರಶ್ನೆಗಳಿಗೆ ಉತ್ತರಿಸಲು ಸಾಧ್ಯವಾಗುತ್ತದೆ. ಎರಡನೇ ಹಂತವಾದ ಜನಸಂಖ್ಯಾ ಗಣತಿಯು ಮನೆಯಲ್ಲಿ ವಾಸಿಸುವ ಪ್ರತಿಯೊಬ್ಬ ವ್ಯಕ್ತಿಯ ಬಗ್ಗೆ ಜನಸಂಖ್ಯಾ, ಸಾಮಾಜಿಕ-ಆರ್ಥಿಕ, ಸಾಂಸ್ಕೃತಿಕ ಮತ್ತು ಇತರ ವೈಯಕ್ತಿಕ ಮಾಹಿತಿಯನ್ನು ಸಂಗ್ರಹಿಸುತ್ತದೆ. ಮೊದಲ ಬಾರಿಗೆ ಜಾತಿ ಗಣತಿಯೂ ಜನಗಣತಿ ಅಂಗವಾಗಿ ಭಾಗವಾಗಲಿದೆ. ಕೇಂದ್ರ ಗೃಹ ಸಚಿವ ಅಮಿತ್ ಶಾ ಅವರು ಕೇಂದ್ರ ಗೃಹ ಕಾರ್ಯದರ್ಶಿ, ರಿಜಿಸ್ಟ್ರಾರ್ ಜನರಲ್ ಮತ್ತು ಭಾರತದ ಜನಗಣತಿ ಆಯುಕ್ತ ಮೃತ್ಯುಂಜಯ್ ಕುಮಾರ್ ನಾರಾಯಣ್ ಮತ್ತು ಇತರ ಹಿರಿಯ ಅಧಿಕಾರಿಗಳೊಂದಿಗೆ ಜನಗಣತಿಯ ಸಿದ್ಧತೆಗಳನ್ನು ಪರಿಶೀಲಿಸಿದರು. — [33, 162, 371, 423]
lions-headline-line1: ಸದಸ್ಯರ ಸಂಖ್ಯೆ ಮುಖ್ಯವಲ್ಲ, ಸಲ್ಲಿಸುವ ಸೇವೆ — [484, 89, 1029, 135]
tender2-phone: ದೂರವಾಣಿ ಸಂಖ್ಯೆ :0821-2590027 ಇ-ಮೇಲ್ : cochamunditemple@gmail.com — [1074, 1837, 1423, 1850]
tender1-row: 1 ಪೊನ್ನಂಪೇಟೆ ತಾಲೂಕು ಗೋಣಿಕೊಪ್ಪ ಗ್ರಾ.ಪಂ. ಸರಕಾರಿ ಪ್ರಾಥಮಿಕ ಶಾಲೆ ಗೋಣಿಕೊಪ್ಪ ಕೊಠಡಿಗಳ ದುರಸ್ತಿ OTHER 6.00 — [936, 1481, 1499, 1513]
tender1-row: 3 ಮಡಿಕೇರಿ ಮೈಸೂರು ಕುಶಾಲನಗರ ಹೆದ್ದಾರಿ ಸರಪಳಿ 13ನೇ ಮೈಲಿ ಪ. ಪಂಗಡ ಕಾಲೋನಿ ಸಂಪರ್ಕ ರಸ್ತೆ ಸರಪಳಿ 0.0308 ಕಿ.ಮೀ ರಲ್ಲಿ ಕಾಂಕ್ರೀಟ್ ಸೇತುವೆ ಮರು ನಿರ್ಮಾಣ OTHER 56.00 — [936, 1545, 1499, 1578]
temple-emblem-icon: ☸ — [935, 1798, 990, 1853]
tender2-row: 4 ಸಿಸಿ ಕ್ಯಾಮರಗಳ ಮತ್ತು ಇತರೆ CORRUGATED ಬಾಕ್ಸ್ ಸರಬರಾಜು 5,00,000 10,000 — [936, 2047, 1499, 2066]
tender1-row: 2 ಸೋಮವಾರಪೇಟೆ ತಾಲೂಕು ಚೆಟ್ಟಳ್ಳಿ ಗ್ರಾ.ಪಂ. ಸರಕಾರಿ ಹಿರಿಯ ಪ್ರಾಥಮಿಕ ಶಾಲೆ ಚೆಟ್ಟಳ್ಳಿ ಕೊಠಡಿಗಳ ದುರಸ್ತಿ OTHER 15.00 — [936, 1513, 1499, 1545]
lions-subhead-banner: ಲಯನೆಸ್ ಕ್ಲಬ್ ನೂತನ ಪದಾಧಿಕಾರಿಗಳ ಪದಗ್ರಹಣ ಕಾರ್ಯಕ್ರಮ — [392, 194, 1121, 231]
